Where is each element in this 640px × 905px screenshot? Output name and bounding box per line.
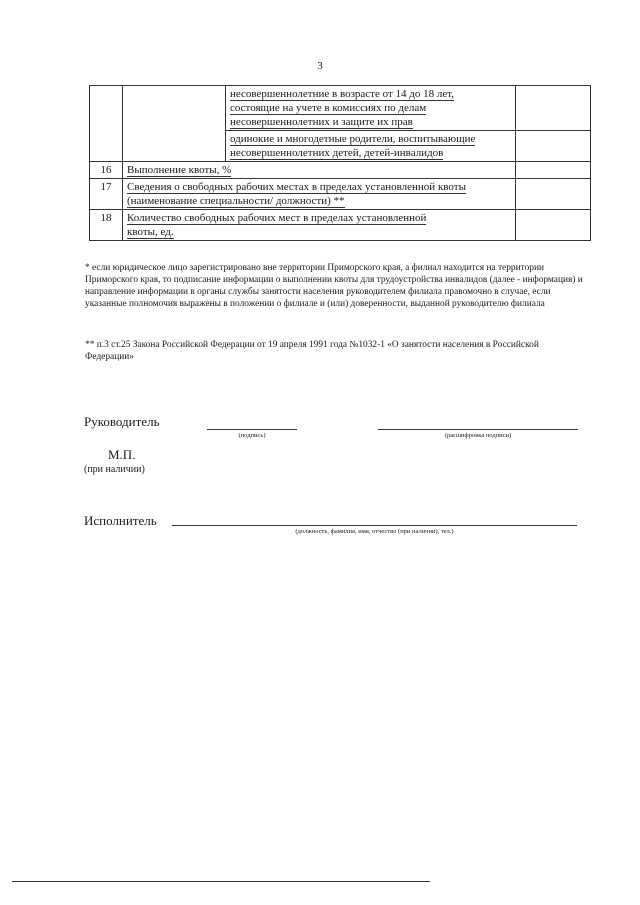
table-row	[90, 86, 591, 131]
row-number: 18	[90, 210, 123, 241]
table-row	[90, 210, 591, 241]
cell-line: Количество свободных рабочих мест в пределах установленной	[127, 212, 427, 224]
signature-caption: (подпись)	[238, 432, 266, 439]
stamp-label: М.П.	[108, 447, 136, 462]
table-row	[90, 179, 591, 210]
table-cell-value	[516, 86, 591, 131]
cell-line: несовершеннолетних и защите их прав	[230, 116, 413, 128]
cell-line: одинокие и многодетные родители, воспитывающие	[230, 133, 476, 145]
table-cell-text	[226, 86, 516, 131]
table-cell-value	[516, 162, 591, 179]
table-cell-text	[123, 162, 516, 179]
cell-line: несовершеннолетних детей, детей-инвалидов	[230, 147, 444, 159]
quota-table	[89, 85, 591, 241]
executor-caption: (должность, фамилия, имя, отчество (при наличии), тел.)	[295, 528, 454, 535]
decode-line	[378, 429, 578, 430]
cell-line: несовершеннолетние в возрасте от 14 до 18 лет,	[230, 88, 454, 100]
page-number: 3	[317, 60, 323, 72]
table-row	[90, 162, 591, 179]
row-number: 16	[90, 162, 123, 179]
table-cell-text	[123, 179, 516, 210]
table-cell-text	[226, 131, 516, 162]
signature-line	[207, 429, 297, 430]
row-number: 17	[90, 179, 123, 210]
cell-line: Сведения о свободных рабочих местах в пределах установленной квоты	[127, 181, 466, 193]
table-cell-value	[516, 179, 591, 210]
cell-line: состоящие на учете в комиссиях по делам	[230, 102, 427, 114]
cell-line: Выполнение квоты, %	[127, 164, 232, 176]
footnote-double-star: ** п.3 ст.25 Закона Российской Федерации от 19 апреля 1991 года №1032-1 «О занятости населения в Российской Федерации»	[85, 340, 539, 362]
head-label: Руководитель	[84, 414, 160, 429]
table-cell-text	[123, 210, 516, 241]
table-cell-value	[516, 210, 591, 241]
executor-line	[172, 525, 577, 526]
cell-line: квоты, ед.	[127, 226, 174, 238]
bottom-rule	[12, 881, 430, 882]
executor-label: Исполнитель	[84, 513, 157, 528]
cell-line: (наименование специальности/ должности) **	[127, 195, 345, 207]
footnote-single-star: * если юридическое лицо зарегистрировано вне территории Приморского края, а филиал находится на территории Приморского края, то подписание информации о выполнении квоты для трудоустройства инвалидов (далее - информация) и направление информации в органы службы занятости населения руководителем филиала правомочно в случае, если указанные полномочия выражены в положении о филиале и (или) доверенности, выданной руководителю филиала	[85, 263, 583, 309]
table-cell-num	[90, 86, 123, 162]
stamp-note: (при наличии)	[84, 464, 145, 475]
table-cell-value	[516, 131, 591, 162]
decode-caption: (расшифровка подписи)	[444, 432, 512, 439]
table-cell-empty	[123, 86, 226, 162]
